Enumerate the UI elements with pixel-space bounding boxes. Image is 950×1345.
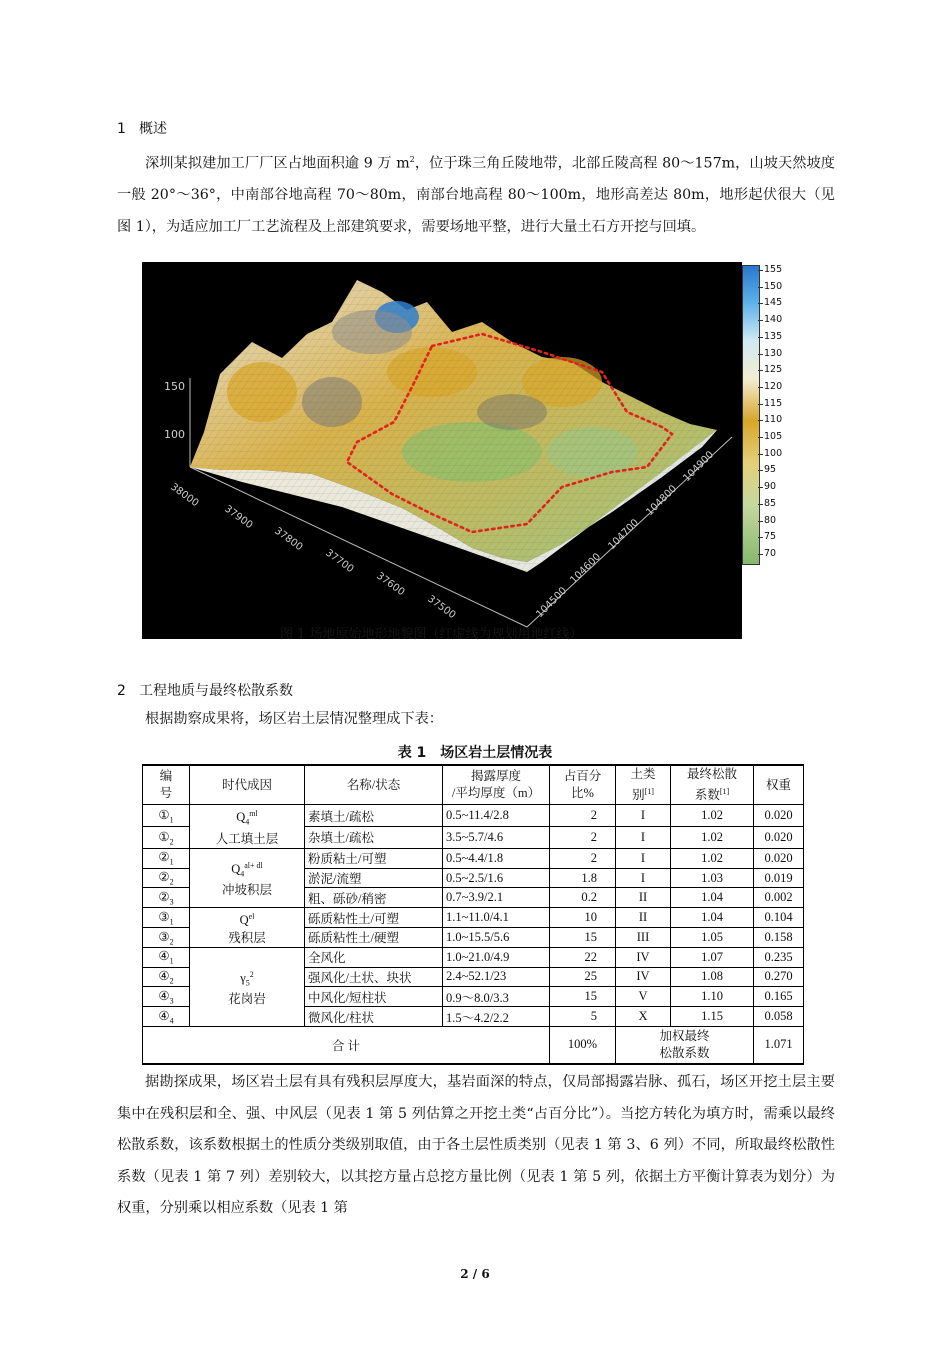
row-id: $④_3$ bbox=[143, 987, 190, 1007]
weight-cell: 0.270 bbox=[754, 967, 804, 987]
colorbar-tick: 85 bbox=[764, 497, 777, 509]
name-cell: 素填土/疏松 bbox=[305, 805, 443, 827]
soil-table bbox=[142, 764, 804, 1065]
name-cell: 微风化/柱状 bbox=[305, 1007, 443, 1027]
thickness-cell: 0.9～8.0/3.3 bbox=[443, 987, 550, 1007]
table-row bbox=[143, 848, 804, 868]
section-1-heading bbox=[117, 118, 167, 138]
table-row bbox=[143, 805, 804, 827]
coef-cell: 1.08 bbox=[671, 967, 754, 987]
colorbar-tick: 105 bbox=[764, 431, 783, 442]
table-header-row bbox=[143, 765, 804, 805]
name-cell: 杂填土/疏松 bbox=[305, 826, 443, 848]
header-cell: 时代成因 bbox=[190, 765, 305, 805]
table-total-row bbox=[143, 1026, 804, 1064]
thickness-cell: 1.5～4.2/2.2 bbox=[443, 1007, 550, 1027]
colorbar-tick: 75 bbox=[764, 531, 777, 543]
weight-cell: 0.104 bbox=[754, 908, 804, 928]
weight-cell: 0.165 bbox=[754, 987, 804, 1007]
thickness-cell: 1.1~11.0/4.1 bbox=[443, 908, 550, 928]
name-cell: 强风化/土状、块状 bbox=[305, 967, 443, 987]
header-cell: 土类 别[1] bbox=[616, 765, 671, 805]
weight-cell: 0.020 bbox=[754, 848, 804, 868]
weight-cell: 0.019 bbox=[754, 868, 804, 888]
terrain-figure bbox=[142, 262, 742, 639]
y-tick: 37900 bbox=[222, 503, 255, 532]
percent-cell: 0.2 bbox=[550, 888, 616, 908]
z-tick: 100 bbox=[164, 428, 185, 441]
class-cell: X bbox=[616, 1007, 671, 1027]
x-tick: 104600 bbox=[568, 551, 604, 587]
section-number: 1 bbox=[117, 121, 126, 137]
colorbar-tick: 155 bbox=[764, 264, 783, 275]
thickness-cell: 0.5~11.4/2.8 bbox=[443, 805, 550, 827]
terrain-svg bbox=[142, 262, 742, 639]
weight-cell: 0.020 bbox=[754, 826, 804, 848]
class-cell: I bbox=[616, 805, 671, 827]
class-cell: III bbox=[616, 928, 671, 948]
coef-cell: 1.02 bbox=[671, 848, 754, 868]
coef-cell: 1.04 bbox=[671, 888, 754, 908]
row-id: $②_1$ bbox=[143, 848, 190, 868]
thickness-cell: 0.5~2.5/1.6 bbox=[443, 868, 550, 888]
class-cell: IV bbox=[616, 947, 671, 967]
y-tick: 37500 bbox=[425, 593, 458, 622]
x-tick: 104900 bbox=[681, 449, 717, 485]
colorbar-tick: 150 bbox=[764, 280, 783, 292]
thickness-cell: 1.0~15.5/5.6 bbox=[443, 928, 550, 948]
x-tick: 104700 bbox=[606, 517, 642, 553]
colorbar bbox=[742, 262, 812, 568]
weight-cell: 0.002 bbox=[754, 888, 804, 908]
x-tick: 104800 bbox=[644, 483, 680, 519]
class-cell: II bbox=[616, 888, 671, 908]
thickness-cell: 0.7~3.9/2.1 bbox=[443, 888, 550, 908]
page-number: 2 / 6 bbox=[460, 1267, 490, 1281]
colorbar-tick: 135 bbox=[764, 330, 783, 342]
table-title: 表 1 场区岩土层情况表 bbox=[397, 745, 553, 761]
intro-paragraph: 深圳某拟建加工厂厂区占地面积逾 9 万 $m^2$，位于珠三角丘陵地带，北部丘陵高程 80～157m，山坡天然坡度一般 20°～36°，中南部谷地高程 70～80m，南部台地高程 80～100m，地形高差达 80m，地形起伏很大（见图 1），为适应加工厂工艺流程及上部建筑要求，需要场地平整，进行大量土石方开挖与回填。 bbox=[117, 155, 835, 235]
name-cell: 砾质粘性土/硬塑 bbox=[305, 928, 443, 948]
percent-cell: 25 bbox=[550, 967, 616, 987]
name-cell: 中风化/短柱状 bbox=[305, 987, 443, 1007]
percent-cell: 15 bbox=[550, 987, 616, 1007]
header-cell: 揭露厚度 /平均厚度（m） bbox=[443, 765, 550, 805]
percent-cell: 5 bbox=[550, 1007, 616, 1027]
row-id: $④_4$ bbox=[143, 1007, 190, 1027]
coef-cell: 1.05 bbox=[671, 928, 754, 948]
age-cell: $\gamma_5^2$ 花岗岩 bbox=[190, 947, 305, 1026]
percent-cell: 15 bbox=[550, 928, 616, 948]
coef-cell: 1.15 bbox=[671, 1007, 754, 1027]
name-cell: 全风化 bbox=[305, 947, 443, 967]
percent-cell: 1.8 bbox=[550, 868, 616, 888]
y-tick: 37600 bbox=[374, 570, 407, 599]
weight-cell: 0.020 bbox=[754, 805, 804, 827]
class-cell: IV bbox=[616, 967, 671, 987]
colorbar-tick: 125 bbox=[764, 364, 783, 376]
age-cell: $Q^{el}$ 残积层 bbox=[190, 908, 305, 948]
thickness-cell: 1.0~21.0/4.9 bbox=[443, 947, 550, 967]
header-cell: 编 号 bbox=[143, 765, 190, 805]
y-tick: 37700 bbox=[323, 547, 356, 576]
colorbar-tick: 100 bbox=[764, 447, 783, 459]
age-cell: $Q_4^{ml}$ 人工填土层 bbox=[190, 805, 305, 849]
table-row bbox=[143, 908, 804, 928]
figure-caption: 图 1 场地原始地形地貌图（红虚线为规划用地红线） bbox=[280, 627, 583, 642]
percent-cell: 2 bbox=[550, 826, 616, 848]
colorbar-tick: 95 bbox=[764, 464, 777, 476]
class-cell: V bbox=[616, 987, 671, 1007]
coef-cell: 1.03 bbox=[671, 868, 754, 888]
weight-cell: 0.058 bbox=[754, 1007, 804, 1027]
colorbar-tick: 110 bbox=[764, 414, 783, 426]
z-tick: 150 bbox=[164, 380, 185, 393]
colorbar-tick: 70 bbox=[764, 547, 777, 559]
colorbar-tick: 145 bbox=[764, 297, 783, 309]
section-title: 概述 bbox=[139, 121, 167, 137]
header-cell: 名称/状态 bbox=[305, 765, 443, 805]
row-id: $①_1$ bbox=[143, 805, 190, 827]
percent-cell: 2 bbox=[550, 848, 616, 868]
thickness-cell: 3.5~5.7/4.6 bbox=[443, 826, 550, 848]
name-cell: 粗、砾砂/稍密 bbox=[305, 888, 443, 908]
header-cell: 权重 bbox=[754, 765, 804, 805]
row-id: $②_3$ bbox=[143, 888, 190, 908]
percent-cell: 22 bbox=[550, 947, 616, 967]
coef-cell: 1.10 bbox=[671, 987, 754, 1007]
weighted-value: 1.071 bbox=[754, 1026, 804, 1064]
x-tick: 104500 bbox=[534, 585, 570, 621]
class-cell: I bbox=[616, 848, 671, 868]
table-row bbox=[143, 947, 804, 967]
row-id: $④_1$ bbox=[143, 947, 190, 967]
name-cell: 砾质粘性土/可塑 bbox=[305, 908, 443, 928]
y-tick: 37800 bbox=[272, 525, 305, 554]
weighted-label: 加权最终 松散系数 bbox=[616, 1026, 754, 1064]
class-cell: I bbox=[616, 868, 671, 888]
total-label: 合 计 bbox=[143, 1026, 550, 1064]
colorbar-tick: 115 bbox=[764, 397, 783, 409]
thickness-cell: 0.5~4.4/1.8 bbox=[443, 848, 550, 868]
name-cell: 粉质粘土/可塑 bbox=[305, 848, 443, 868]
coef-cell: 1.04 bbox=[671, 908, 754, 928]
colorbar-tick: 90 bbox=[764, 481, 777, 493]
section-title: 工程地质与最终松散系数 bbox=[139, 683, 293, 699]
coef-cell: 1.02 bbox=[671, 805, 754, 827]
row-id: $①_2$ bbox=[143, 826, 190, 848]
colorbar-tick: 140 bbox=[764, 314, 783, 326]
row-id: $③_1$ bbox=[143, 908, 190, 928]
row-id: $③_2$ bbox=[143, 928, 190, 948]
analysis-paragraph: 据勘探成果，场区岩土层有具有残积层厚度大，基岩面深的特点，仅局部揭露岩脉、孤石，场区开挖土层主要集中在残积层和全、强、中风层（见表 1 第 5 列估算之开挖土类“占百分比”）。当挖方转化为填方时，需乘以最终松散系数，该系数根据土的性质分类级别取值，由于各土层性质类别（见表 1 第 3、6 列）不同，所取最终松散性系数（见表 1 第 7 列）差别较大，以其挖方量占总挖方量比例（见表 1 第 5 列，依据土方平衡计算表为划分）为权重，分别乘以相应系数（见表 1 第 bbox=[117, 1074, 835, 1216]
colorbar-tick: 80 bbox=[764, 514, 777, 526]
coef-cell: 1.02 bbox=[671, 826, 754, 848]
weight-cell: 0.158 bbox=[754, 928, 804, 948]
section-number: 2 bbox=[117, 683, 126, 699]
weight-cell: 0.235 bbox=[754, 947, 804, 967]
thickness-cell: 2.4~52.1/23 bbox=[443, 967, 550, 987]
percent-cell: 10 bbox=[550, 908, 616, 928]
coef-cell: 1.07 bbox=[671, 947, 754, 967]
header-cell: 最终松散 系数[1] bbox=[671, 765, 754, 805]
header-cell: 占百分 比% bbox=[550, 765, 616, 805]
total-percent: 100% bbox=[550, 1026, 616, 1064]
table-intro: 根据勘察成果将，场区岩土层情况整理成下表： bbox=[145, 711, 443, 727]
row-id: $②_2$ bbox=[143, 868, 190, 888]
y-tick: 38000 bbox=[168, 481, 201, 510]
row-id: $④_2$ bbox=[143, 967, 190, 987]
percent-cell: 2 bbox=[550, 805, 616, 827]
class-cell: II bbox=[616, 908, 671, 928]
colorbar-tick: 120 bbox=[764, 380, 783, 392]
name-cell: 淤泥/流塑 bbox=[305, 868, 443, 888]
class-cell: I bbox=[616, 826, 671, 848]
age-cell: $Q_4^{al+ dl}$ 冲坡积层 bbox=[190, 848, 305, 907]
section-2-heading bbox=[117, 680, 293, 700]
colorbar-tick: 130 bbox=[764, 347, 783, 359]
